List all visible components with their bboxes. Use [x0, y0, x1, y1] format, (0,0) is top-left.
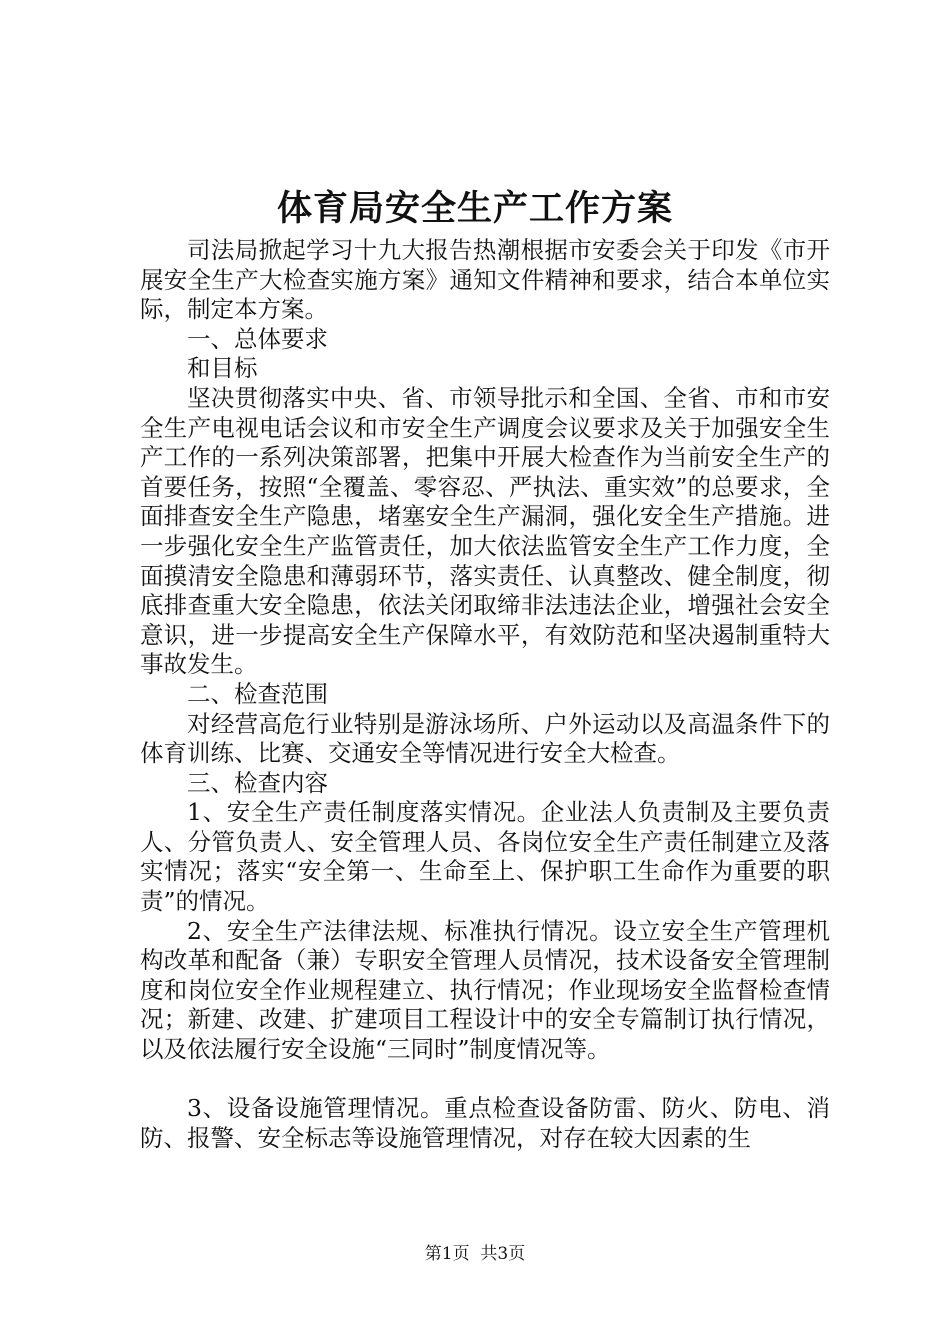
section-heading-general: 一、总体要求 [187, 324, 328, 353]
document-body [140, 236, 830, 1153]
document-title: 体育局安全生产工作方案 [276, 188, 673, 229]
paragraph-gap [140, 1065, 830, 1095]
page-number: 第1页 [424, 1244, 470, 1264]
section-heading-content: 三、检查内容 [187, 768, 328, 797]
section-heading-scope: 二、检查范围 [187, 679, 328, 708]
content-item-3: 3、设备设施管理情况。重点检查设备防雷、防火、防电、消防、报警、安全标志等设施管理情况，对存在较大因素的生 [140, 1094, 830, 1152]
section-heading-general-cont: 和目标 [187, 354, 258, 383]
intro-paragraph: 司法局掀起学习十九大报告热潮根据市安委会关于印发《市开展安全生产大检查实施方案》通知文件精神和要求，结合本单位实际，制定本方案。 [140, 236, 830, 324]
general-requirements-paragraph: 坚决贯彻落实中央、省、市领导批示和全国、全省、市和市安全生产电视电话会议和市安全生产调度会议要求及关于加强安全生产工作的一系列决策部署，把集中开展大检查作为当前安全生产的首要任务，按照“全覆盖、零容忍、严执法、重实效”的总要求，全面排查安全生产隐患，堵塞安全生产漏洞，强化安全生产措施。进一步强化安全生产监管责任，加大依法监管安全生产工作力度，全面摸清安全隐患和薄弱环节，落实责任、认真整改、健全制度，彻底排查重大安全隐患，依法关闭取缔非法违法企业，增强社会安全意识，进一步提高安全生产保障水平，有效防范和坚决遏制重特大事故发生。 [140, 383, 830, 679]
content-item-1: 1、安全生产责任制度落实情况。企业法人负责制及主要负责人、分管负责人、安全管理人员、各岗位安全生产责任制建立及落实情况；落实“安全第一、生命至上、保护职工生命作为重要的职责”的情况。 [140, 798, 830, 916]
page-footer [0, 1242, 950, 1266]
content-item-2: 2、安全生产法律法规、标准执行情况。设立安全生产管理机构改革和配备（兼）专职安全管理人员情况，技术设备安全管理制度和岗位安全作业规程建立、执行情况；作业现场安全监督检查情况；新建、改建、扩建项目工程设计中的安全专篇制订执行情况，以及依法履行安全设施“三同时”制度情况等。 [140, 916, 830, 1064]
scope-paragraph: 对经营高危行业特别是游泳场所、户外运动以及高温条件下的体育训练、比赛、交通安全等情况进行安全大检查。 [140, 709, 830, 768]
page-total: 共3页 [480, 1244, 526, 1264]
